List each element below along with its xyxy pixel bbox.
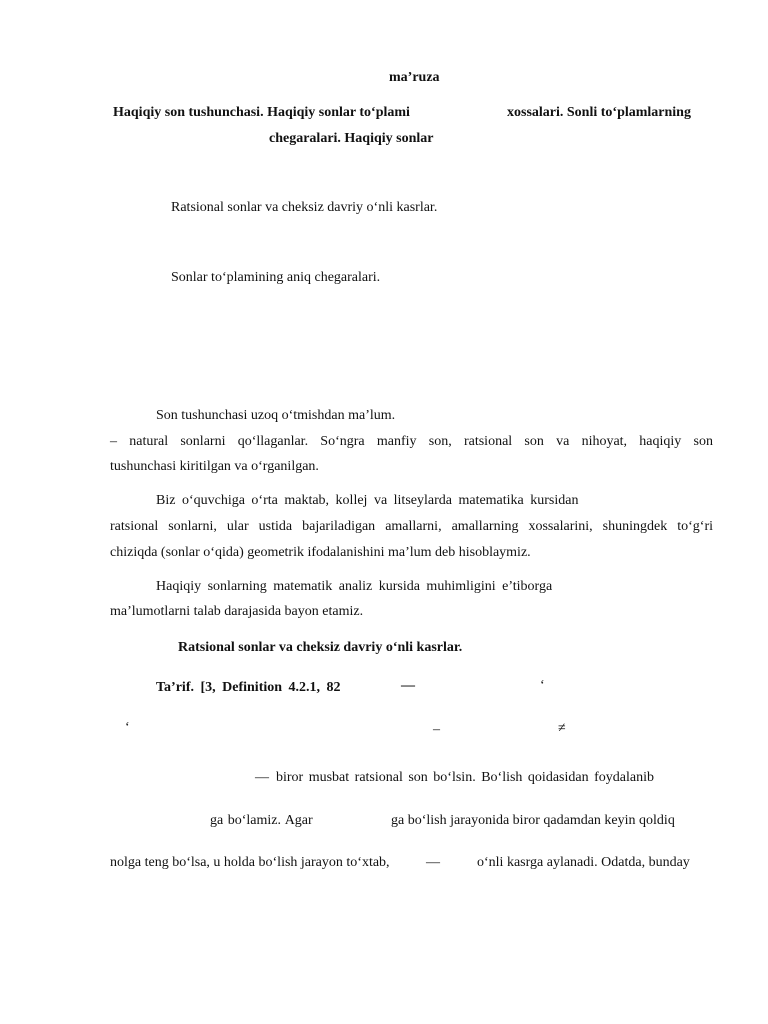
definition-neq: ≠ — [558, 721, 566, 736]
p2-line1: Biz o‘quvchiga o‘rta maktab, kollej va litseylarda matematika kursidan — [156, 493, 579, 508]
plan-item-1: Ratsional sonlar va cheksiz davriy o‘nli kasrlar. — [171, 200, 438, 215]
section-heading: Ratsional sonlar va cheksiz davriy o‘nli kasrlar. — [178, 640, 463, 655]
tail-dash-a: — — [255, 770, 269, 785]
p1-line2: – natural sonlarni qo‘llaganlar. So‘ngra manfiy son, ratsional son va nihoyat, haqiqiy son — [110, 434, 713, 449]
tail-line3a: nolga teng bo‘lsa, u holda bo‘lish jarayon to‘xtab, — [110, 855, 390, 870]
tail-line1: biror musbat ratsional son bo‘lsin. Bo‘lish qoidasidan foydalanib — [276, 770, 654, 785]
tail-line3b: o‘nli kasrga aylanadi. Odatda, bunday — [477, 855, 690, 870]
definition-minus: – — [433, 722, 440, 737]
title-line2: chegaralari. Haqiqiy sonlar — [269, 131, 434, 146]
lecture-label: ma’ruza — [389, 70, 440, 85]
definition-mark-1: ‘ — [540, 678, 545, 693]
tail-dash-b: — — [426, 855, 440, 870]
tail-line2a: ga bo‘lamiz. Agar — [210, 813, 313, 828]
p1-line1: Son tushunchasi uzoq o‘tmishdan ma’lum. — [156, 408, 396, 423]
p3-line1: Haqiqiy sonlarning matematik analiz kursida muhimligini e’tiborga — [156, 579, 553, 594]
tail-line2b: ga bo‘lish jarayonida biror qadamdan keyin qoldiq — [391, 813, 675, 828]
definition-mark-2: ‘ — [125, 720, 130, 735]
definition-dash: — — [401, 678, 415, 693]
p1-line3: tushunchasi kiritilgan va o‘rganilgan. — [110, 459, 319, 474]
definition-label: Ta’rif. [3, Definition 4.2.1, 82 — [156, 680, 341, 695]
p2-line3: chiziqda (sonlar o‘qida) geometrik ifodalanishini ma’lum deb hisoblaymiz. — [110, 545, 531, 560]
p3-line2: ma’lumotlarni talab darajasida bayon etamiz. — [110, 604, 364, 619]
plan-item-2: Sonlar to‘plamining aniq chegaralari. — [171, 270, 381, 285]
title-line1-left: Haqiqiy son tushunchasi. Haqiqiy sonlar to‘plami — [113, 105, 410, 120]
p2-line2: ratsional sonlarni, ular ustida bajariladigan amallarni, amallarning xossalarini, shuningdek to‘g‘ri — [110, 519, 713, 534]
title-line1-right: xossalari. Sonli to‘plamlarning — [507, 105, 691, 120]
